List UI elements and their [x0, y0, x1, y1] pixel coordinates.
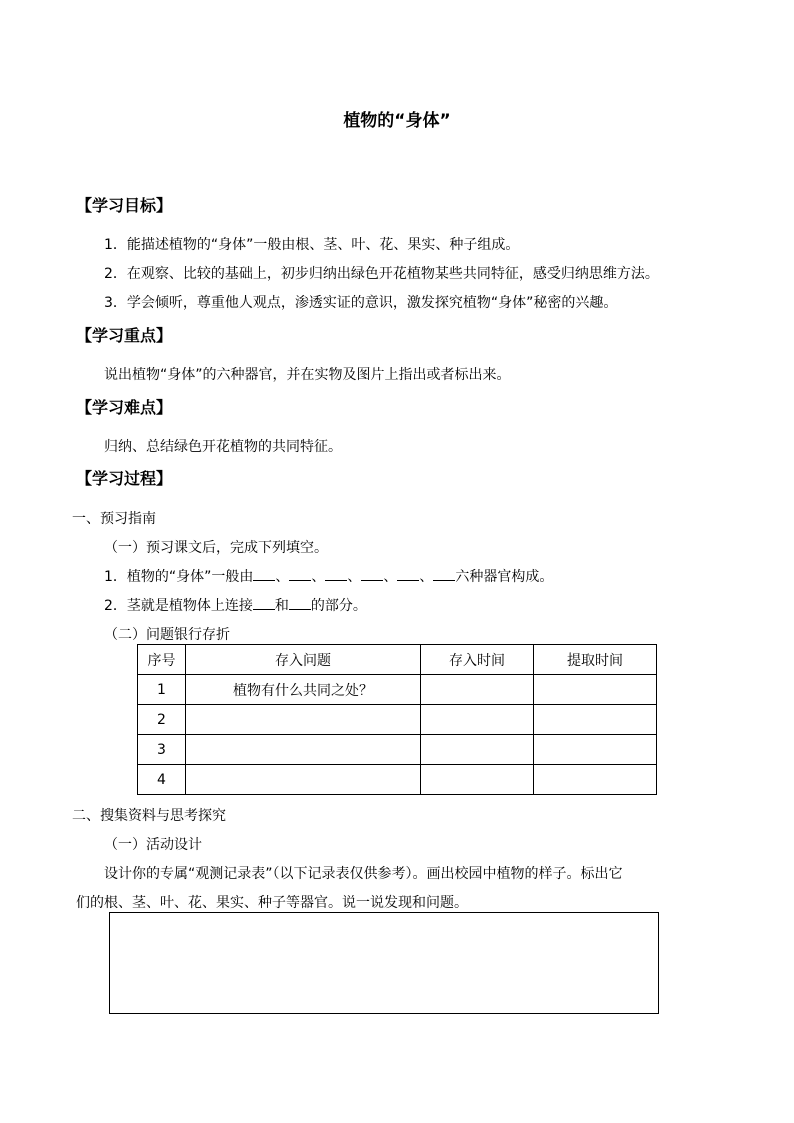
table-cell[interactable]	[186, 735, 421, 765]
part2-title: 二、搜集资料与思考探究	[72, 808, 226, 824]
table-cell: 1	[138, 675, 186, 705]
q1-end: 六种器官构成。	[455, 569, 554, 585]
table-header-row	[138, 645, 657, 675]
table-cell[interactable]	[534, 675, 657, 705]
table-cell[interactable]	[534, 765, 657, 795]
table-cell: 4	[138, 765, 186, 795]
sep-1: 、	[275, 569, 290, 585]
part2-sub1: （一）活动设计	[104, 837, 202, 853]
header-cell: 存入问题	[186, 645, 421, 675]
fill-question-2	[104, 595, 367, 615]
table-cell[interactable]	[534, 735, 657, 765]
q2-mid: 和	[274, 598, 289, 614]
process-heading: 【学习过程】	[76, 469, 173, 488]
goal-item-1: 1．能描述植物的“身体”一般由根、茎、叶、花、果实、种子组成。	[104, 237, 520, 253]
table-cell[interactable]	[186, 705, 421, 735]
difficulty-heading: 【学习难点】	[76, 398, 173, 417]
header-cell: 序号	[138, 645, 186, 675]
activity-paragraph-line-2: 们的根、茎、叶、花、果实、种子等器官。说一说发现和问题。	[76, 895, 468, 911]
table-row	[138, 675, 657, 705]
sep-4: 、	[383, 569, 398, 585]
part1-sub1: （一）预习课文后，完成下列填空。	[104, 540, 328, 556]
table-cell[interactable]	[421, 735, 534, 765]
table-cell[interactable]	[421, 765, 534, 795]
sep-3: 、	[347, 569, 362, 585]
sep-5: 、	[419, 569, 434, 585]
blank-5[interactable]	[397, 566, 419, 581]
part1-sub2: （二）问题银行存折	[104, 627, 230, 643]
part1-title: 一、预习指南	[72, 511, 156, 527]
header-cell: 存入时间	[421, 645, 534, 675]
blank-4[interactable]	[361, 566, 383, 581]
focus-heading: 【学习重点】	[76, 326, 173, 345]
table-row	[138, 765, 657, 795]
table-cell[interactable]	[421, 675, 534, 705]
activity-paragraph-line-1: 设计你的专属“观测记录表”（以下记录表仅供参考）。画出校园中植物的样子。标出它	[104, 866, 623, 882]
page-title: 植物的“身体”	[343, 111, 451, 131]
table-cell: 3	[138, 735, 186, 765]
header-cell: 提取时间	[534, 645, 657, 675]
sep-2: 、	[311, 569, 326, 585]
drawing-box[interactable]	[109, 912, 659, 1014]
blank-1[interactable]	[253, 566, 275, 581]
blank-6[interactable]	[433, 566, 455, 581]
table-cell: 2	[138, 705, 186, 735]
table-cell[interactable]	[421, 705, 534, 735]
q2-start: 2．茎就是植物体上连接	[104, 598, 253, 614]
blank-3[interactable]	[325, 566, 347, 581]
blank-7[interactable]	[253, 595, 275, 610]
q2-end: 的部分。	[310, 598, 367, 614]
fill-question-1	[104, 566, 553, 586]
goals-heading: 【学习目标】	[76, 196, 173, 215]
difficulty-text: 归纳、总结绿色开花植物的共同特征。	[104, 439, 342, 455]
goal-item-2: 2．在观察、比较的基础上，初步归纳出绿色开花植物某些共同特征，感受归纳思维方法。	[104, 266, 659, 282]
q1-start: 1．植物的“身体”一般由	[104, 569, 254, 585]
goal-item-3: 3．学会倾听，尊重他人观点，渗透实证的意识，激发探究植物“身体”秘密的兴趣。	[104, 295, 618, 311]
focus-text: 说出植物“身体”的六种器官，并在实物及图片上指出或者标出来。	[104, 367, 511, 383]
table-row	[138, 705, 657, 735]
blank-8[interactable]	[289, 595, 311, 610]
table-cell[interactable]	[186, 765, 421, 795]
table-cell[interactable]	[534, 705, 657, 735]
table-row	[138, 735, 657, 765]
table-cell[interactable]: 植物有什么共同之处？	[186, 675, 421, 705]
blank-2[interactable]	[289, 566, 311, 581]
question-bank-table	[137, 644, 657, 795]
